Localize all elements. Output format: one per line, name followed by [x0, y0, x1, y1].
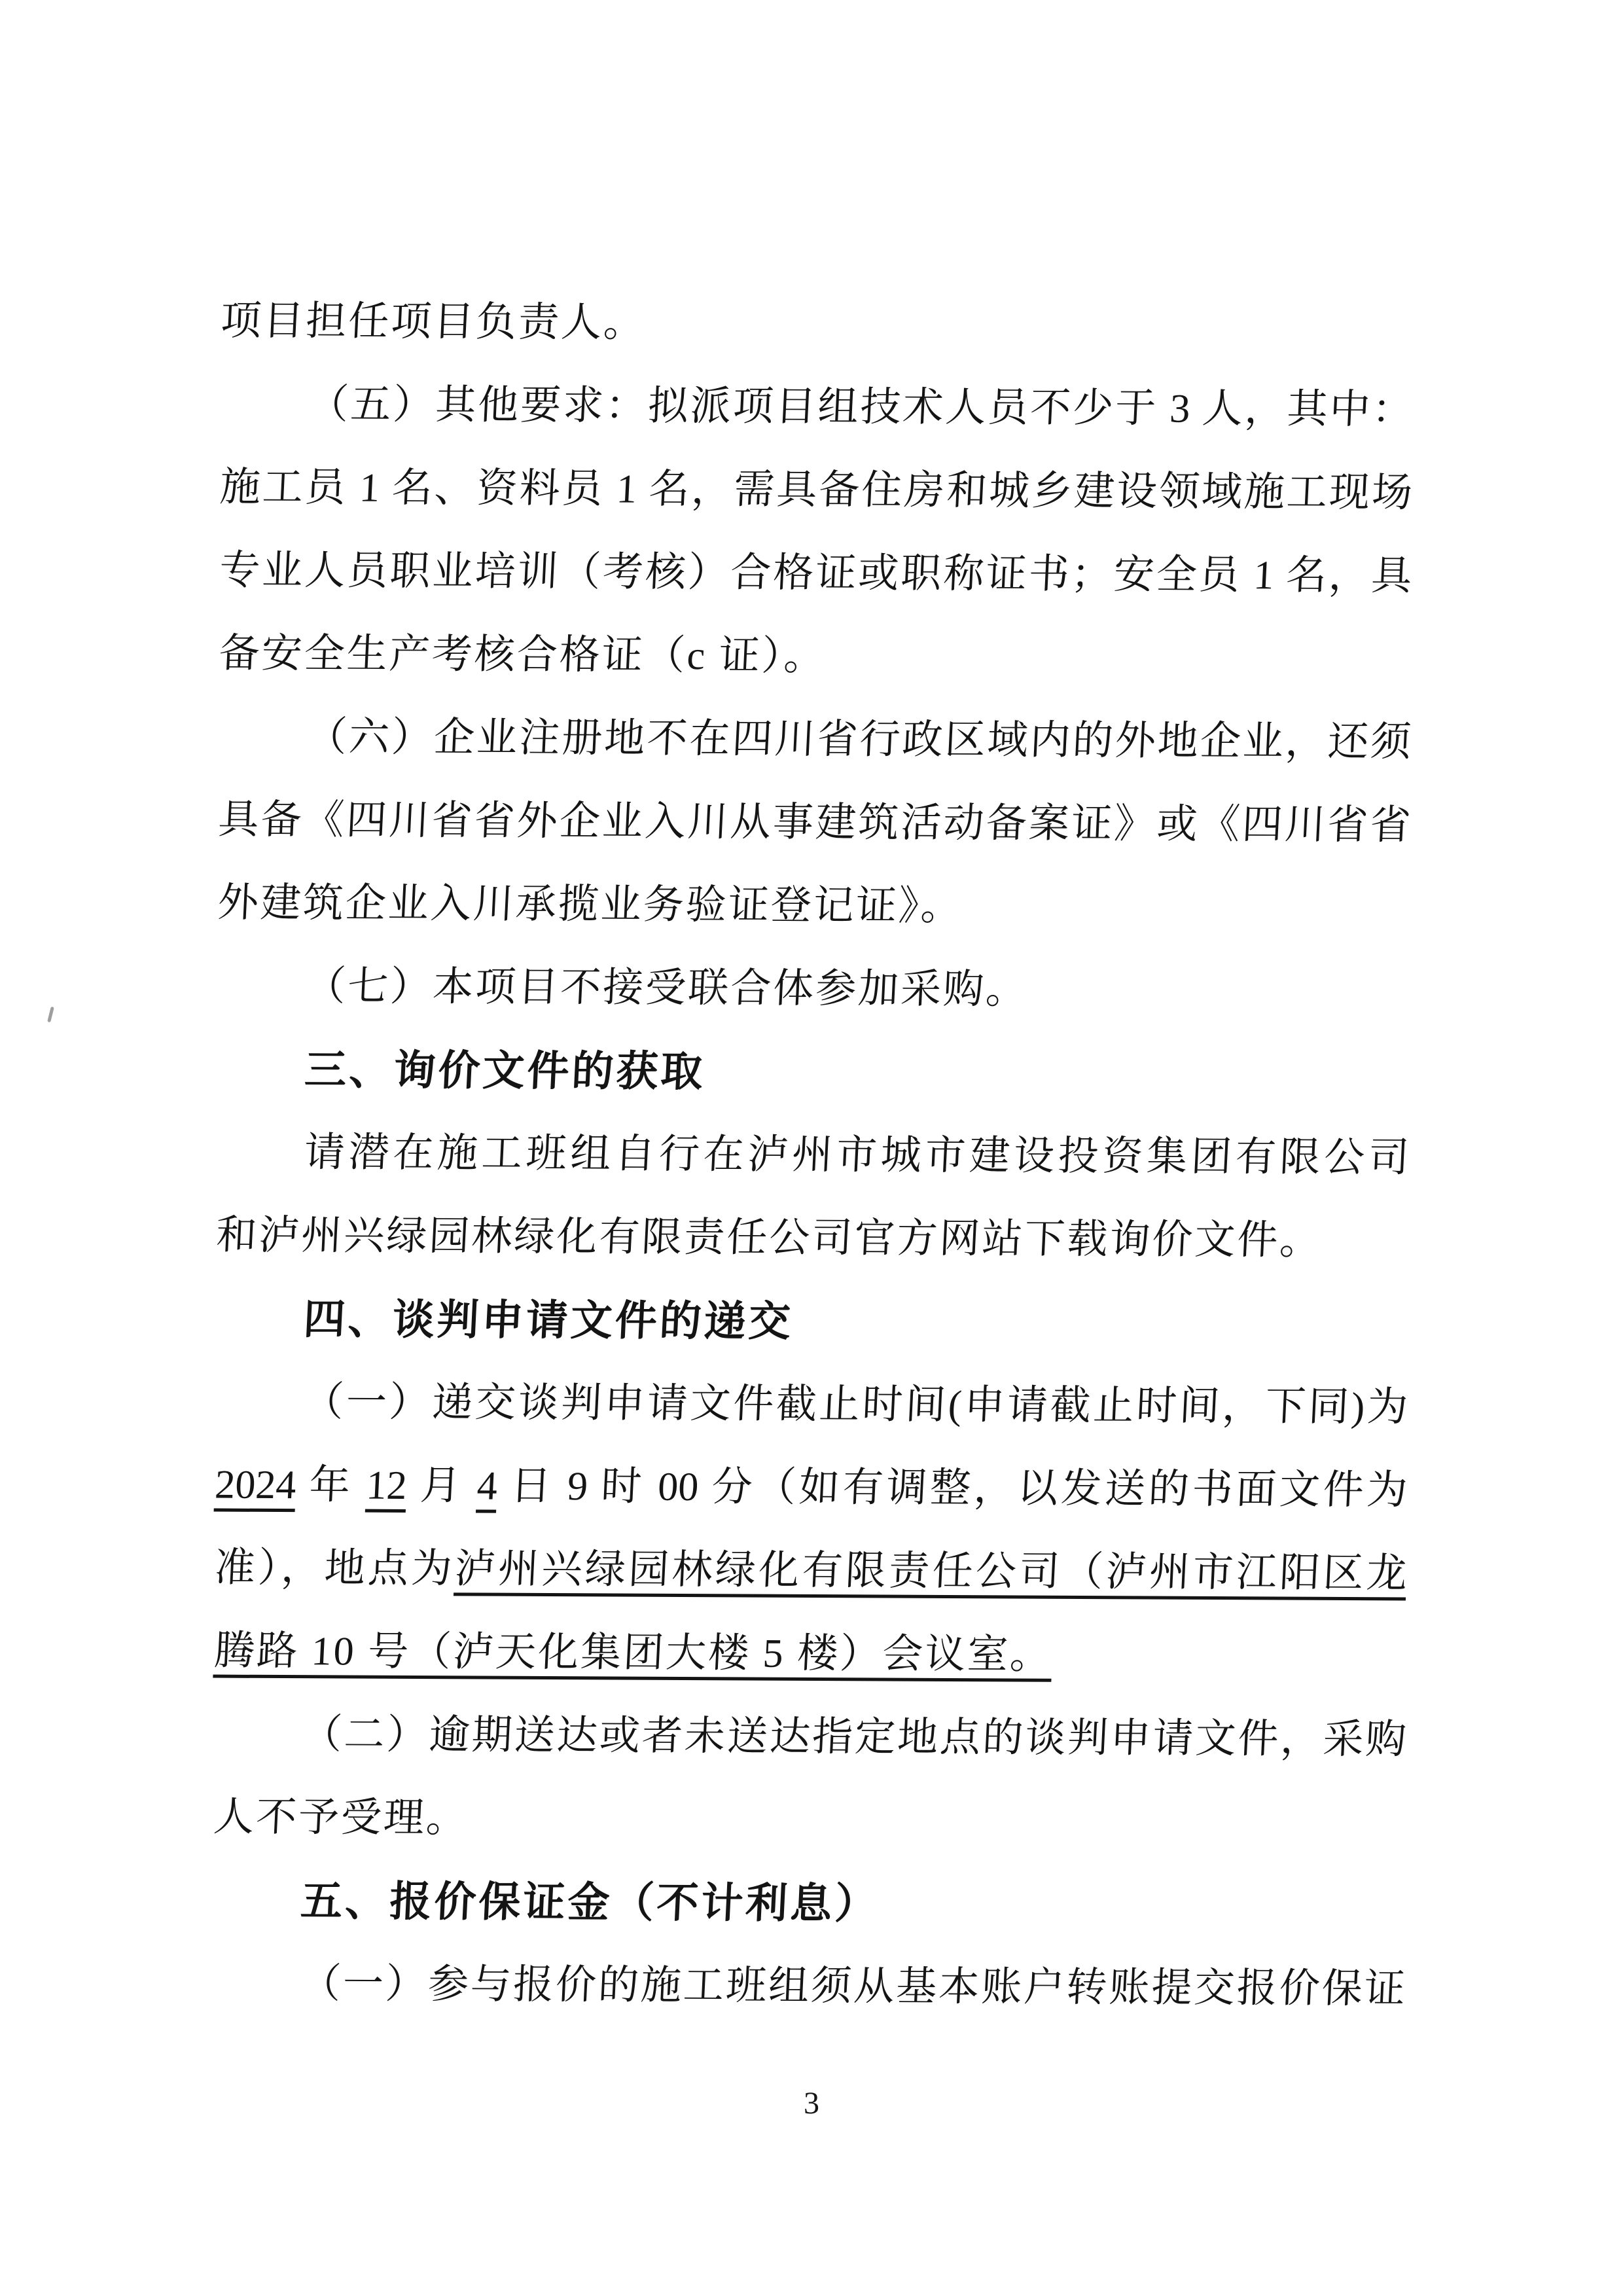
text-segment: 四、谈判申请文件的递交 [302, 1295, 794, 1345]
doc-line [214, 1371, 1410, 1439]
text-segment: （一）递交谈判申请文件截止时间(申请截止时间，下同)为 [302, 1380, 1409, 1430]
doc-line [217, 623, 1413, 691]
text-segment: （一）参与报价的施工班组须从基本账户转账提交报价保证 [299, 1962, 1406, 2012]
doc-line [219, 291, 1415, 358]
text-segment: 三、询价文件的获取 [303, 1046, 707, 1096]
doc-line [215, 1205, 1410, 1272]
text-segment: 施工员 1 名、资料员 1 名，需具备住房和城乡建设领域施工现场 [219, 465, 1414, 516]
doc-line [212, 1787, 1408, 1854]
doc-line [217, 872, 1412, 940]
text-segment: （六）企业注册地不在四川省行政区域内的外地企业，还须 [305, 715, 1412, 765]
page-number: 3 [804, 2086, 819, 2121]
section-heading [215, 1039, 1411, 1106]
scan-speck [47, 1007, 54, 1022]
text-segment: 日 9 时 00 分（如有调整，以发送的书面文件为 [496, 1463, 1409, 1513]
text-segment: 外建筑企业入川承揽业务验证登记证》。 [217, 880, 965, 929]
doc-line [217, 706, 1413, 774]
text-segment: 准），地点为 [213, 1545, 456, 1592]
doc-line [212, 1704, 1408, 1771]
doc-line [218, 540, 1414, 607]
underlined-text: 2024 [213, 1462, 298, 1508]
section-heading [214, 1288, 1410, 1355]
text-segment: （七）本项目不接受联合体参加采购。 [304, 964, 1029, 1013]
text-segment: 和泸州兴绿园林绿化有限责任公司官方网站下载询价文件。 [215, 1213, 1324, 1263]
text-segment: 年 [294, 1463, 368, 1508]
text-segment: 人不予受理。 [212, 1795, 470, 1841]
doc-line [213, 1454, 1409, 1522]
doc-line [213, 1537, 1409, 1605]
text-segment: （二）逾期送达或者未送达指定地点的谈判申请文件，采购 [300, 1712, 1408, 1763]
text-segment: 月 [406, 1463, 478, 1509]
section-heading [211, 1870, 1407, 1937]
text-segment: 五、报价保证金（不计利息） [299, 1877, 881, 1928]
underlined-text: 腾路 10 号（泸天化集团大楼 5 楼）会议室。 [213, 1628, 1054, 1677]
doc-line [216, 956, 1412, 1023]
underlined-text: 12 [365, 1463, 408, 1508]
doc-line [219, 374, 1414, 441]
doc-line [213, 1621, 1408, 1688]
text-segment: 备安全生产考核合格证（c 证）。 [218, 631, 828, 679]
text-segment: 请潜在施工班组自行在泸州市城市建设投资集团有限公司 [303, 1130, 1410, 1181]
text-segment: 项目担任项目负责人。 [219, 298, 647, 346]
doc-line [211, 1953, 1407, 2020]
text-segment: 专业人员职业培训（考核）合格证或职称证书；安全员 1 名，具 [218, 548, 1413, 599]
text-segment: （五）其他要求：拟派项目组技术人员不少于 3 人，其中： [306, 382, 1414, 433]
underlined-text: 泸州兴绿园林绿化有限责任公司（泸州市江阳区龙 [454, 1547, 1408, 1596]
text-segment: 具备《四川省省外企业入川从事建筑活动备案证》或《四川省省 [217, 797, 1412, 848]
underlined-text: 4 [476, 1463, 499, 1509]
document-content [209, 0, 1413, 2296]
doc-line [215, 1122, 1411, 1189]
doc-line [219, 457, 1414, 524]
doc-line [217, 789, 1412, 857]
